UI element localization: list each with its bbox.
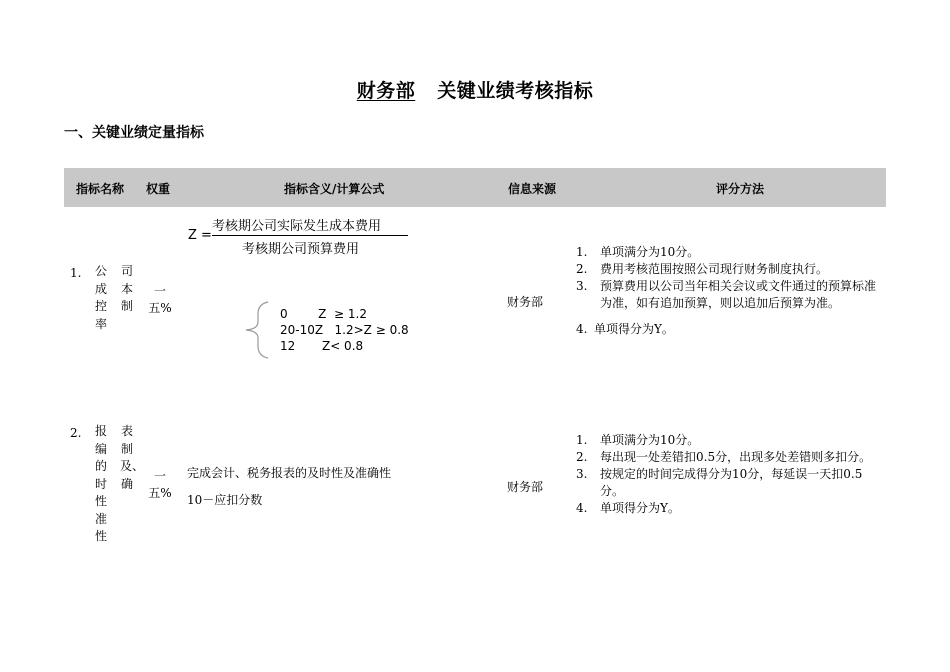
indicator-name-part1: 公成控率 [94, 264, 107, 331]
indicator-name-part2: 表制及、确 [120, 424, 145, 491]
row-number: 2. [70, 426, 82, 440]
scoring-item: 3. 按规定的时间完成得分为10分，每延误一天扣0.5分。 [576, 467, 863, 498]
scoring-item: 1. 单项满分为10分。 [576, 245, 700, 259]
scoring-item: 2. 每出现一处差错扣0.5分，出现多处差错则多扣分。 [576, 450, 872, 464]
header-definition: 指标含义/计算公式 [284, 182, 385, 196]
fraction-bar [212, 235, 408, 236]
indicator-definition: 完成会计、税务报表的及时性及准确性 [187, 466, 392, 480]
table-header [64, 168, 886, 207]
indicator-name-part1: 报编的时性准性 [94, 424, 107, 543]
header-source: 信息来源 [508, 182, 557, 196]
scoring-item: 1. 单项满分为10分。 [576, 433, 700, 447]
formula-text: 10－应扣分数 [187, 493, 263, 507]
weight-value: 一五% [148, 469, 172, 500]
title-department: 财务部 [356, 80, 416, 102]
section-heading: 一、关键业绩定量指标 [64, 125, 204, 141]
formula-case-2: 20-10Z 1.2>Z ≥ 0.8 [280, 323, 409, 337]
scoring-method [576, 244, 884, 338]
formula-lhs: Z = [188, 228, 212, 243]
formula-case-1: 0 Z ≥ 1.2 [280, 307, 367, 321]
brace-icon [240, 300, 270, 360]
scoring-item: 2. 费用考核范围按照公司现行财务制度执行。 [576, 262, 829, 276]
formula-numerator: 考核期公司实际发生成本费用 [212, 219, 382, 234]
formula-case-3: 12 Z< 0.8 [280, 339, 364, 353]
scoring-item: 3. 预算费用以公司当年相关会议或文件通过的预算标准为准，如有追加预算，则以追加后预算为准。 [576, 279, 877, 310]
scoring-item: 4. 单项得分为Y。 [576, 501, 680, 515]
header-scoring: 评分方法 [716, 182, 765, 196]
row-number: 1. [70, 266, 82, 280]
scoring-method [576, 432, 884, 517]
formula-denominator: 考核期公司预算费用 [242, 242, 360, 257]
info-source: 财务部 [507, 295, 544, 309]
header-indicator-name: 指标名称 [76, 182, 125, 196]
indicator-name-part2: 司本制 [120, 264, 133, 313]
info-source: 财务部 [507, 480, 544, 494]
page-title [0, 76, 950, 103]
header-weight: 权重 [146, 182, 171, 196]
title-main: 关键业绩考核指标 [437, 80, 594, 102]
weight-value: 一五% [148, 284, 172, 315]
scoring-item: 4. 单项得分为Y。 [576, 322, 674, 336]
